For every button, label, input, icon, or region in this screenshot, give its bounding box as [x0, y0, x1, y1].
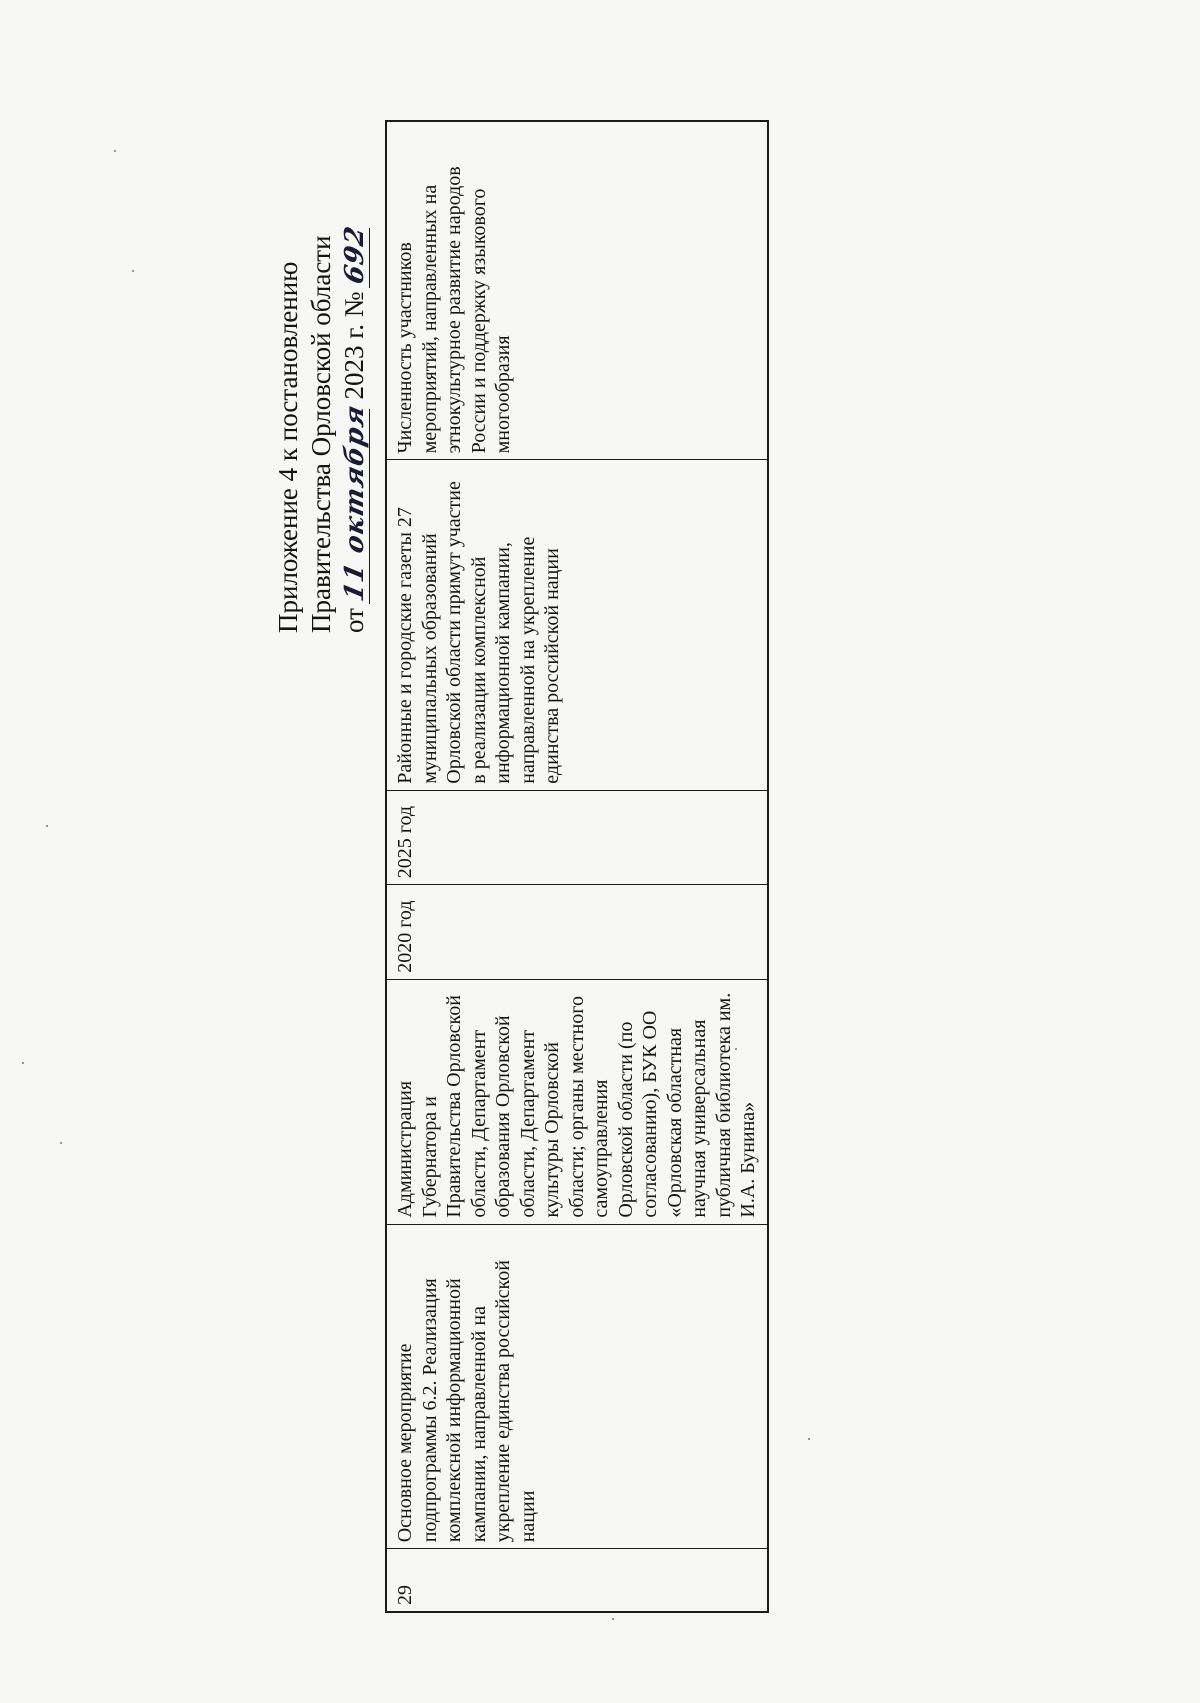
- header-line-1: Приложение 4 к постановлению: [273, 261, 303, 633]
- cell-expected-result: Районные и городские газеты 27 муниципальных образований Орловской области примут участие в реализации комплексной информационной кампании, направленной на укрепление единства российской нации: [386, 460, 768, 790]
- table-row: [386, 121, 768, 1612]
- handwritten-number: 692: [340, 222, 370, 287]
- scan-speck: [132, 270, 134, 272]
- header-line-3: [338, 213, 371, 633]
- cell-executors: Администрация Губернатора и Правительства Орловской области, Департамент образования Орловской области, Департамент культуры Орловской области; органы местного самоуправления Орловской области (по согласованию), БУК ОО «Орловская областная научная универсальная публичная библиотека им. И.А. Бунина»: [386, 979, 768, 1224]
- scan-speck: [612, 1618, 614, 1620]
- appendix-table: [385, 120, 769, 1613]
- cell-event: Основное мероприятие подпрограммы 6.2. Реализация комплексной информационной кампании, направленной на укрепление единства российской нации: [386, 1224, 768, 1549]
- cell-start-year: 2020 год: [386, 885, 768, 980]
- cell-number: 29: [386, 1549, 768, 1612]
- scan-speck: [114, 150, 116, 152]
- scan-speck: [808, 1438, 810, 1440]
- cell-end-year: 2025 год: [386, 790, 768, 885]
- appendix-header: [272, 213, 371, 633]
- header-year: 2023 г. №: [339, 291, 369, 400]
- handwritten-date: 11 октября: [340, 401, 370, 605]
- scan-speck: [46, 825, 48, 827]
- landscape-page: [180, 113, 759, 1613]
- header-from: от: [339, 608, 369, 633]
- header-line-2: Правительства Орловской области: [306, 235, 336, 633]
- scan-speck: [22, 1062, 24, 1064]
- scan-speck: [60, 1142, 62, 1144]
- cell-indicator: Численность участников мероприятий, направленных на этнокультурное развитие народов России и поддержку языкового многообразия: [386, 121, 768, 460]
